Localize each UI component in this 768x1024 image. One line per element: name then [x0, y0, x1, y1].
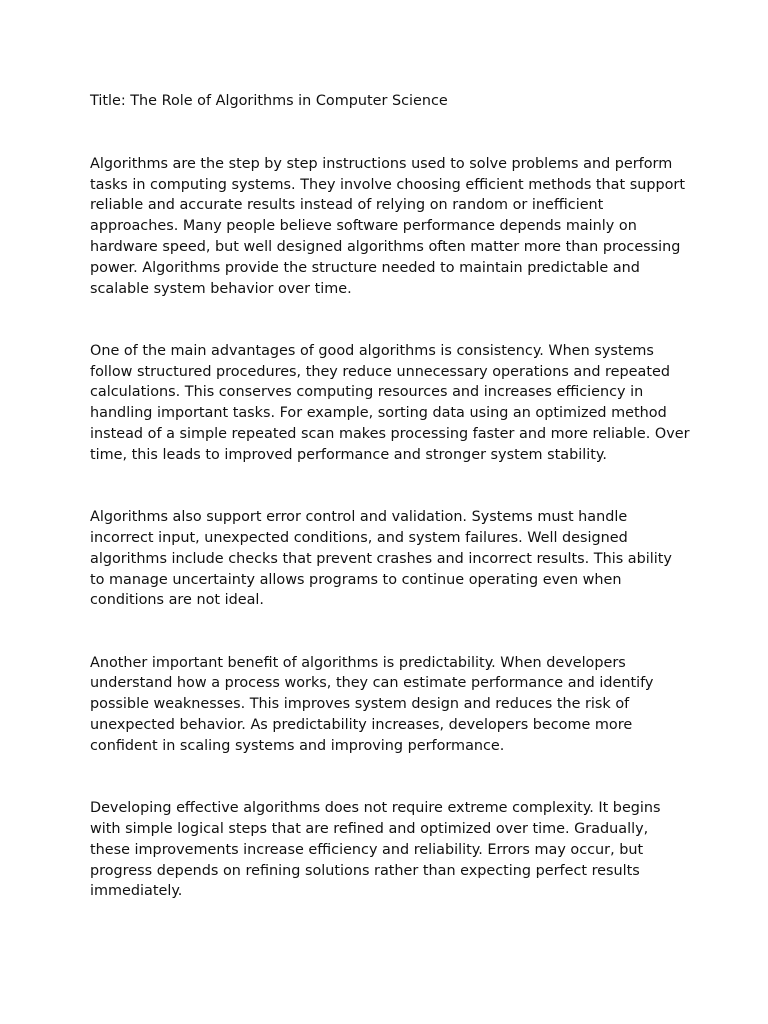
paragraph-1: Algorithms are the step by step instructions used to solve problems and perform tasks in computing systems. They involve choosing efficient methods that support reliable and accurate results instead of relying on random or inefficient approaches. Many people believe software performance depends mainly on hardware speed, but well designed algorithms often matter more than processing power. Algorithms provide the structure needed to maintain predictable and scalable system behavior over time. — [90, 155, 685, 297]
paragraph-4: Another important benefit of algorithms is predictability. When developers understand how a process works, they can estimate performance and identify possible weaknesses. This improves system design and reduces the risk of unexpected behavior. As predictability increases, developers become more confident in scaling systems and improving performance. — [90, 654, 654, 754]
paragraph-2: One of the main advantages of good algorithms is consistency. When systems follow structured procedures, they reduce unnecessary operations and repeated calculations. This conserves computing resources and increases efficiency in handling important tasks. For example, sorting data using an optimized method instead of a simple repeated scan makes processing faster and more reliable. Over time, this leads to improved performance and stronger system stability. — [90, 342, 690, 463]
paragraph-5: Developing effective algorithms does not require extreme complexity. It begins with simple logical steps that are refined and optimized over time. Gradually, these improvements increase efficiency and reliability. Errors may occur, but progress depends on refining solutions rather than expecting perfect results immediately. — [90, 800, 661, 900]
paragraph-3: Algorithms also support error control and validation. Systems must handle incorrect input, unexpected conditions, and system failures. Well designed algorithms include checks that prevent crashes and incorrect results. This ability to manage uncertainty allows programs to continue operating even when conditions are not ideal. — [90, 509, 672, 609]
document-title: Title: The Role of Algorithms in Computer Science — [90, 93, 448, 109]
document-body — [90, 91, 690, 902]
